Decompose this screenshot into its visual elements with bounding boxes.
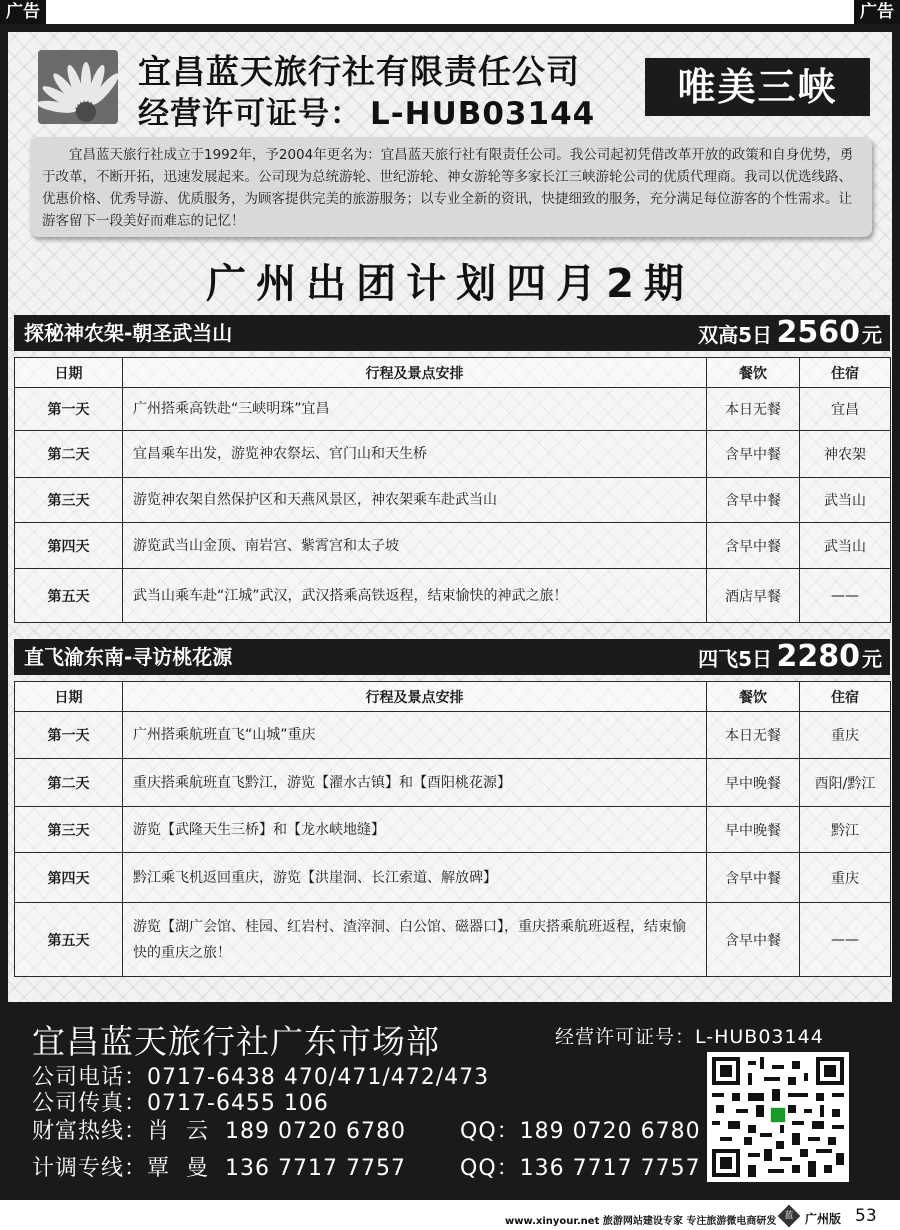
footer-license: 经营许可证号：L-HUB03144 xyxy=(555,1026,824,1048)
planner-line xyxy=(32,1151,406,1182)
hotline-line xyxy=(32,1114,406,1145)
row-stay: 宜昌 xyxy=(800,388,891,431)
planner-phone: 136 7717 7757 xyxy=(225,1156,406,1181)
row-day: 第三天 xyxy=(15,478,123,523)
row-meal: 含早中餐 xyxy=(707,903,800,977)
edition-badge xyxy=(778,1205,801,1228)
row-day: 第五天 xyxy=(15,569,123,623)
row-plan: 广州搭乘高铁赴“三峡明珠”宜昌 xyxy=(123,388,707,431)
plan-title: 广州出团计划四月2期 xyxy=(206,261,694,307)
table-row xyxy=(15,431,891,478)
hotline-name: 肖 云 xyxy=(147,1119,210,1144)
row-stay: —— xyxy=(800,903,891,977)
row-meal: 含早中餐 xyxy=(707,853,800,903)
row-meal: 含早中餐 xyxy=(707,523,800,569)
table-row xyxy=(15,388,891,431)
route-price xyxy=(777,640,883,676)
header-plan: 行程及景点安排 xyxy=(123,682,707,712)
hotline-qq: QQ：189 0720 6780 xyxy=(460,1119,701,1144)
row-plan: 黔江乘飞机返回重庆，游览【洪崖洞、长江索道、解放碑】 xyxy=(123,853,707,903)
page-number: 53 xyxy=(855,1206,877,1226)
fax-label: 公司传真： xyxy=(32,1091,148,1116)
license-label: 经营许可证号： xyxy=(138,96,362,132)
header-meal: 餐饮 xyxy=(707,358,800,388)
header-day: 日期 xyxy=(15,358,123,388)
hotline-label: 财富热线： xyxy=(32,1119,148,1144)
row-stay: 武当山 xyxy=(800,523,891,569)
row-meal: 含早中餐 xyxy=(707,478,800,523)
row-day: 第三天 xyxy=(15,807,123,853)
header-stay: 住宿 xyxy=(800,358,891,388)
route-type: 双高5日 xyxy=(698,323,772,347)
row-day: 第五天 xyxy=(15,903,123,977)
phone-number: 0717-6438 470/471/472/473 xyxy=(147,1065,490,1090)
route-price xyxy=(777,316,883,352)
row-meal: 早中晚餐 xyxy=(707,759,800,807)
row-stay: 武当山 xyxy=(800,478,891,523)
table-header-row xyxy=(15,682,891,712)
ad-tag-right: 广告 xyxy=(854,0,900,24)
row-plan: 游览神农架自然保护区和天燕风景区，神农架乘车赴武当山 xyxy=(123,478,707,523)
price-unit: 元 xyxy=(862,647,882,671)
header-stay: 住宿 xyxy=(800,682,891,712)
company-name: 宜昌蓝天旅行社有限责任公司 xyxy=(138,52,580,91)
row-plan: 游览【武隆天生三桥】和【龙水峡地缝】 xyxy=(123,807,707,853)
edition-label: 广州版 xyxy=(805,1212,842,1226)
row-meal: 本日无餐 xyxy=(707,388,800,431)
row-plan: 广州搭乘航班直飞“山城”重庆 xyxy=(123,712,707,759)
fax-line xyxy=(32,1086,329,1117)
row-stay: 神农架 xyxy=(800,431,891,478)
header-meal: 餐饮 xyxy=(707,682,800,712)
route-bar-1 xyxy=(14,315,890,351)
row-day: 第四天 xyxy=(15,523,123,569)
table-header-row xyxy=(15,358,891,388)
row-stay: 重庆 xyxy=(800,853,891,903)
header-day: 日期 xyxy=(15,682,123,712)
license-code: L-HUB03144 xyxy=(370,96,596,132)
price-value: 2280 xyxy=(776,639,860,674)
table-row xyxy=(15,807,891,853)
table-row xyxy=(15,759,891,807)
header-plan: 行程及景点安排 xyxy=(123,358,707,388)
row-day: 第二天 xyxy=(15,759,123,807)
row-plan: 游览【湖广会馆、桂园、红岩村、渣滓洞、白公馆、磁器口】，重庆搭乘航班返程，结束愉快的重庆之旅！ xyxy=(123,903,707,977)
row-plan: 武当山乘车赴“江城”武汉，武汉搭乘高铁返程，结束愉快的神武之旅！ xyxy=(123,569,707,623)
planner-name: 覃 曼 xyxy=(147,1156,210,1181)
route-bar-2 xyxy=(14,639,890,675)
table-row xyxy=(15,712,891,759)
footer-dept: 宜昌蓝天旅行社广东市场部 xyxy=(32,1022,440,1061)
route-type: 四飞5日 xyxy=(698,647,772,671)
row-stay: 重庆 xyxy=(800,712,891,759)
row-day: 第二天 xyxy=(15,431,123,478)
row-plan: 宜昌乘车出发，游览神农祭坛、官门山和天生桥 xyxy=(123,431,707,478)
price-value: 2560 xyxy=(776,315,860,350)
row-meal: 早中晚餐 xyxy=(707,807,800,853)
table-row xyxy=(15,569,891,623)
qr-code-icon xyxy=(707,1052,849,1182)
row-day: 第一天 xyxy=(15,388,123,431)
planner-label: 计调专线： xyxy=(32,1156,148,1181)
route-name: 探秘神农架-朝圣武当山 xyxy=(24,321,233,345)
site-credit: www.xinyour.net 旅游网站建设专家 专注旅游微电商研发 xyxy=(505,1216,777,1227)
row-stay: 酉阳/黔江 xyxy=(800,759,891,807)
route-name: 直飞渝东南-寻访桃花源 xyxy=(24,645,233,669)
row-plan: 重庆搭乘航班直飞黔江，游览【濯水古镇】和【酉阳桃花源】 xyxy=(123,759,707,807)
itinerary-table-1 xyxy=(14,357,891,623)
fax-number: 0717-6455 106 xyxy=(147,1091,329,1116)
phone-label: 公司电话： xyxy=(32,1065,148,1090)
row-day: 第一天 xyxy=(15,712,123,759)
row-plan: 游览武当山金顶、南岩宫、紫霄宫和太子坡 xyxy=(123,523,707,569)
row-day: 第四天 xyxy=(15,853,123,903)
price-unit: 元 xyxy=(862,323,882,347)
table-row xyxy=(15,478,891,523)
row-meal: 酒店早餐 xyxy=(707,569,800,623)
table-row xyxy=(15,903,891,977)
license-row xyxy=(138,88,595,133)
planner-qq: QQ：136 7717 7757 xyxy=(460,1156,701,1181)
row-stay: 黔江 xyxy=(800,807,891,853)
company-intro: 宜昌蓝天旅行社成立于1992年，予2004年更名为：宜昌蓝天旅行社有限责任公司。我公司起初凭借改革开放的政策和自身优势，勇于改革，不断开拓，迅速发展起来。公司现为总统游轮、世纪游轮、神女游轮等多家长江三峡游轮公司的优质代理商。我司以优选线路、优惠价格、优秀导游、优质服务，为顾客提供完美的旅游服务；以专业全新的资讯，快捷细致的服务，充分满足每位游客的个性需求。让游客留下一段美好而难忘的记忆！ xyxy=(30,137,872,237)
row-meal: 含早中餐 xyxy=(707,431,800,478)
ad-tag-left: 广告 xyxy=(0,0,46,24)
hotline-phone: 189 0720 6780 xyxy=(225,1119,406,1144)
flower-logo-icon xyxy=(38,50,118,124)
row-meal: 本日无餐 xyxy=(707,712,800,759)
table-row xyxy=(15,853,891,903)
slogan-badge: 唯美三峡 xyxy=(645,58,870,116)
row-stay: —— xyxy=(800,569,891,623)
table-row xyxy=(15,523,891,569)
edition-badge-text: 蓝 xyxy=(784,1211,794,1221)
itinerary-table-2 xyxy=(14,681,891,977)
